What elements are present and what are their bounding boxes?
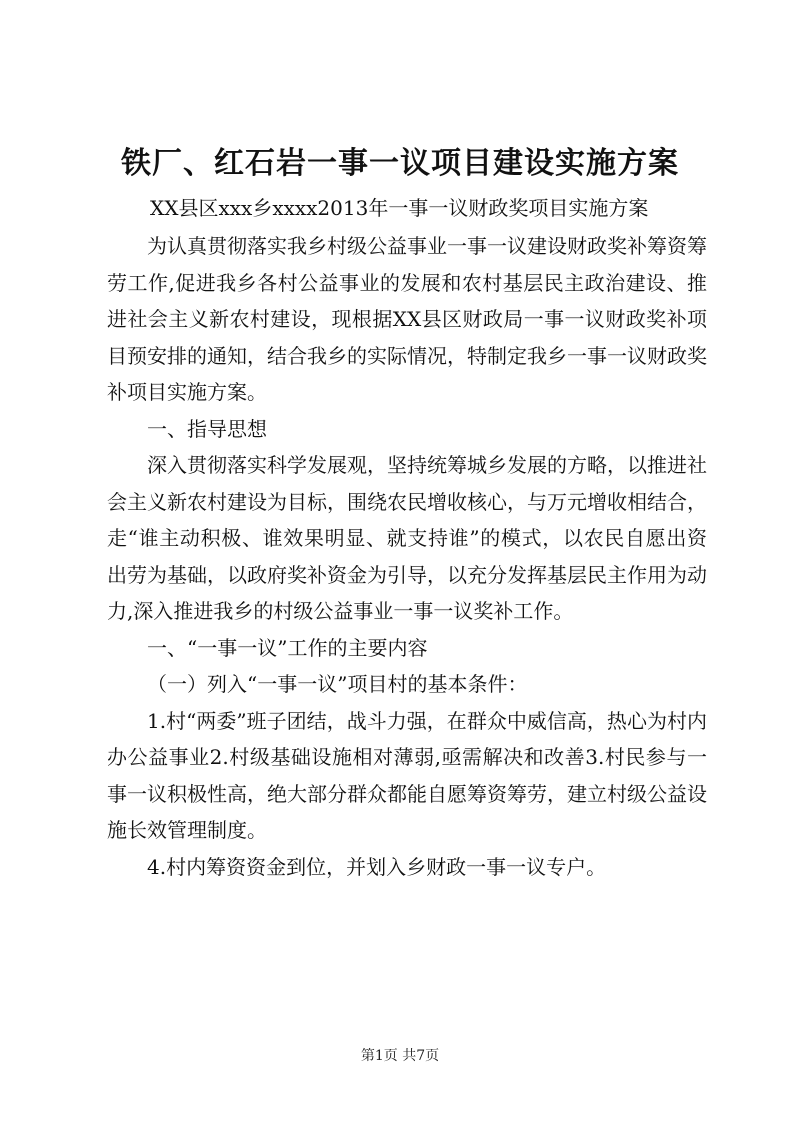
paragraph-intro: 为认真贯彻落实我乡村级公益事业一事一议建设财政奖补筹资筹劳工作,促进我乡各村公益事业的发展和农村基层民主政治建设、推进社会主义新农村建设，现根据XX县区财政局一事一议财政奖补项目预安排的通知，结合我乡的实际情况，特制定我乡一事一议财政奖补项目实施方案。: [107, 234, 707, 404]
section-heading-main-content: 一、“一事一议”工作的主要内容: [147, 635, 428, 660]
document-subtitle: XX县区xxx乡xxxx2013年一事一议财政奖项目实施方案: [150, 196, 649, 220]
section-heading-guiding-thought: 一、指导思想: [147, 416, 267, 441]
subsection-heading-conditions: （一）列入“一事一议”项目村的基本条件：: [147, 672, 528, 696]
paragraph-funding: 4.村内筹资资金到位，并划入乡财政一事一议专户。: [147, 854, 607, 879]
document-body: [107, 228, 707, 885]
paragraph-conditions: 1.村“两委”班子团结，战斗力强，在群众中威信高，热心为村内办公益事业2.村级基础设施相对薄弱,亟需解决和改善3.村民参与一事一议积极性高，绝大部分群众都能自愿筹资筹劳，建立村级公益设施长效管理制度。: [107, 708, 707, 842]
paragraph-guiding-thought: 深入贯彻落实科学发展观，坚持统筹城乡发展的方略，以推进社会主义新农村建设为目标，围绕农民增收核心，与万元增收相结合，走“谁主动积极、谁效果明显、就支持谁”的模式，以农民自愿出资出劳为基础，以政府奖补资金为引导，以充分发挥基层民主作用为动力,深入推进我乡的村级公益事业一事一议奖补工作。: [107, 453, 707, 623]
document-title: 铁厂、红石岩一事一议项目建设实施方案: [121, 146, 679, 181]
page-footer: 第1页 共7页: [360, 1048, 440, 1064]
